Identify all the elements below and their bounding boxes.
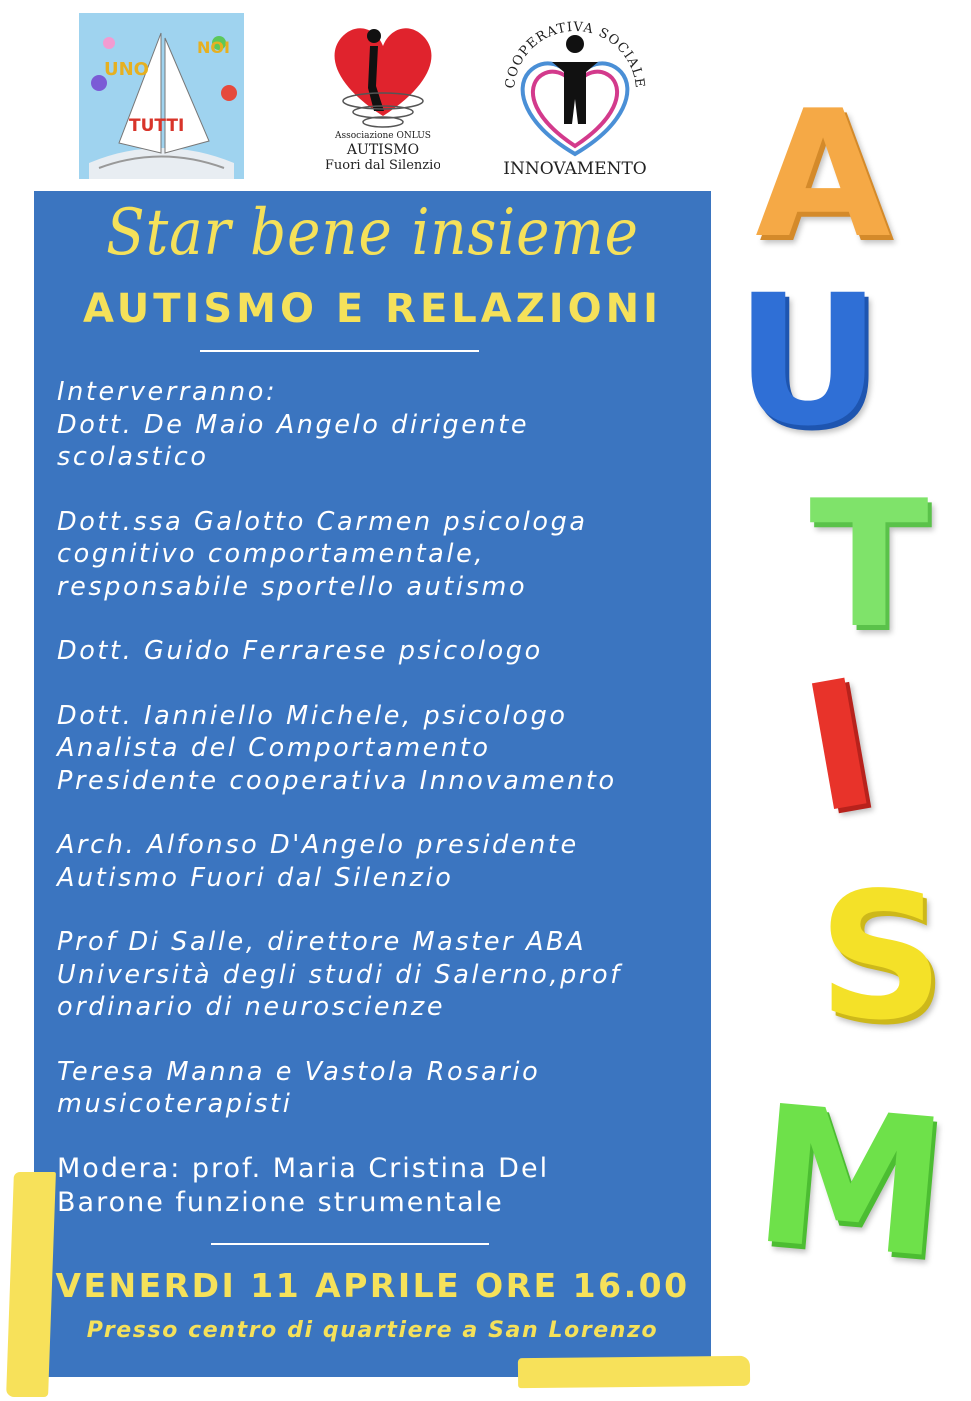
logo-word-noi: NOI (197, 38, 230, 57)
speaker-line: responsabile sportello autismo (57, 571, 528, 602)
speaker-line: Arch. Alfonso D'Angelo presidente (57, 830, 579, 860)
speaker-group (57, 376, 707, 474)
school-logo (79, 13, 244, 179)
speaker-line: Dott. Guido Ferrarese psicologo (57, 636, 543, 666)
speaker-line: Presidente cooperativa Innovamento (57, 765, 617, 796)
block-letter-t: T (809, 464, 929, 667)
logo-word-uno: UNO (104, 59, 149, 80)
divider-bottom (211, 1243, 489, 1245)
speaker-line: Analista del Comportamento (57, 733, 491, 763)
speaker-group (57, 829, 707, 894)
speaker-group (57, 700, 707, 798)
logo-association-text: Associazione ONLUS (335, 131, 431, 141)
speaker-group (57, 926, 707, 1024)
block-letter-s: S (817, 856, 945, 1059)
speaker-group (57, 635, 707, 668)
speaker-line: ordinario di neuroscienze (57, 992, 446, 1022)
speaker-line: Dott. Ianniello Michele, psicologo (57, 700, 568, 731)
block-letter-u: U (734, 257, 882, 466)
speaker-group (57, 506, 707, 604)
block-letter-i: I (790, 641, 890, 854)
logo-autismo-text: AUTISMO (346, 142, 420, 158)
speaker-line: Dott.ssa Galotto Carmen psicologa (57, 506, 588, 537)
event-subtitle: AUTISMO E RELAZIONI (83, 286, 662, 332)
speaker-list (57, 376, 707, 1121)
autismo-fuori-logo (326, 16, 440, 176)
speaker-line: Interverranno: (57, 377, 278, 407)
moderator-line: Modera: prof. Maria Cristina Del (57, 1153, 550, 1184)
speaker-line: scolastico (57, 442, 209, 472)
moderator-text (57, 1152, 707, 1220)
logo-arc-text: COOPERATIVA SOCIALE (502, 19, 648, 90)
speaker-line: cognitivo comportamentale, (57, 539, 486, 569)
divider-top (200, 350, 479, 352)
logo-fuori-text: Fuori dal Silenzio (326, 158, 440, 173)
speaker-line: Autismo Fuori dal Silenzio (57, 862, 454, 893)
block-letter-a: A (755, 74, 891, 277)
speaker-line: Teresa Manna e Vastola Rosario (57, 1056, 541, 1087)
speaker-group (57, 1056, 707, 1121)
speaker-line: Prof Di Salle, direttore Master ABA (57, 927, 587, 957)
event-venue: Presso centro di quartiere a San Lorenzo (86, 1318, 659, 1343)
moderator-line: Barone funzione strumentale (57, 1187, 504, 1218)
speaker-line: Università degli studi di Salerno,prof (57, 959, 622, 990)
event-title: Star bene insieme (106, 196, 639, 270)
block-letter-m: M (746, 1064, 955, 1301)
logo-innovamento-text: INNOVAMENTO (503, 159, 647, 178)
logo-word-tutti: TUTTI (129, 116, 185, 136)
innovamento-logo (494, 14, 656, 178)
speaker-line: musicoterapisti (57, 1089, 293, 1119)
event-date: VENERDI 11 APRILE ORE 16.00 (55, 1266, 690, 1305)
speaker-line: Dott. De Maio Angelo dirigente (57, 409, 530, 440)
yellow-brush-stroke-bottom (518, 1356, 750, 1388)
yellow-brush-stroke-left (6, 1172, 56, 1397)
